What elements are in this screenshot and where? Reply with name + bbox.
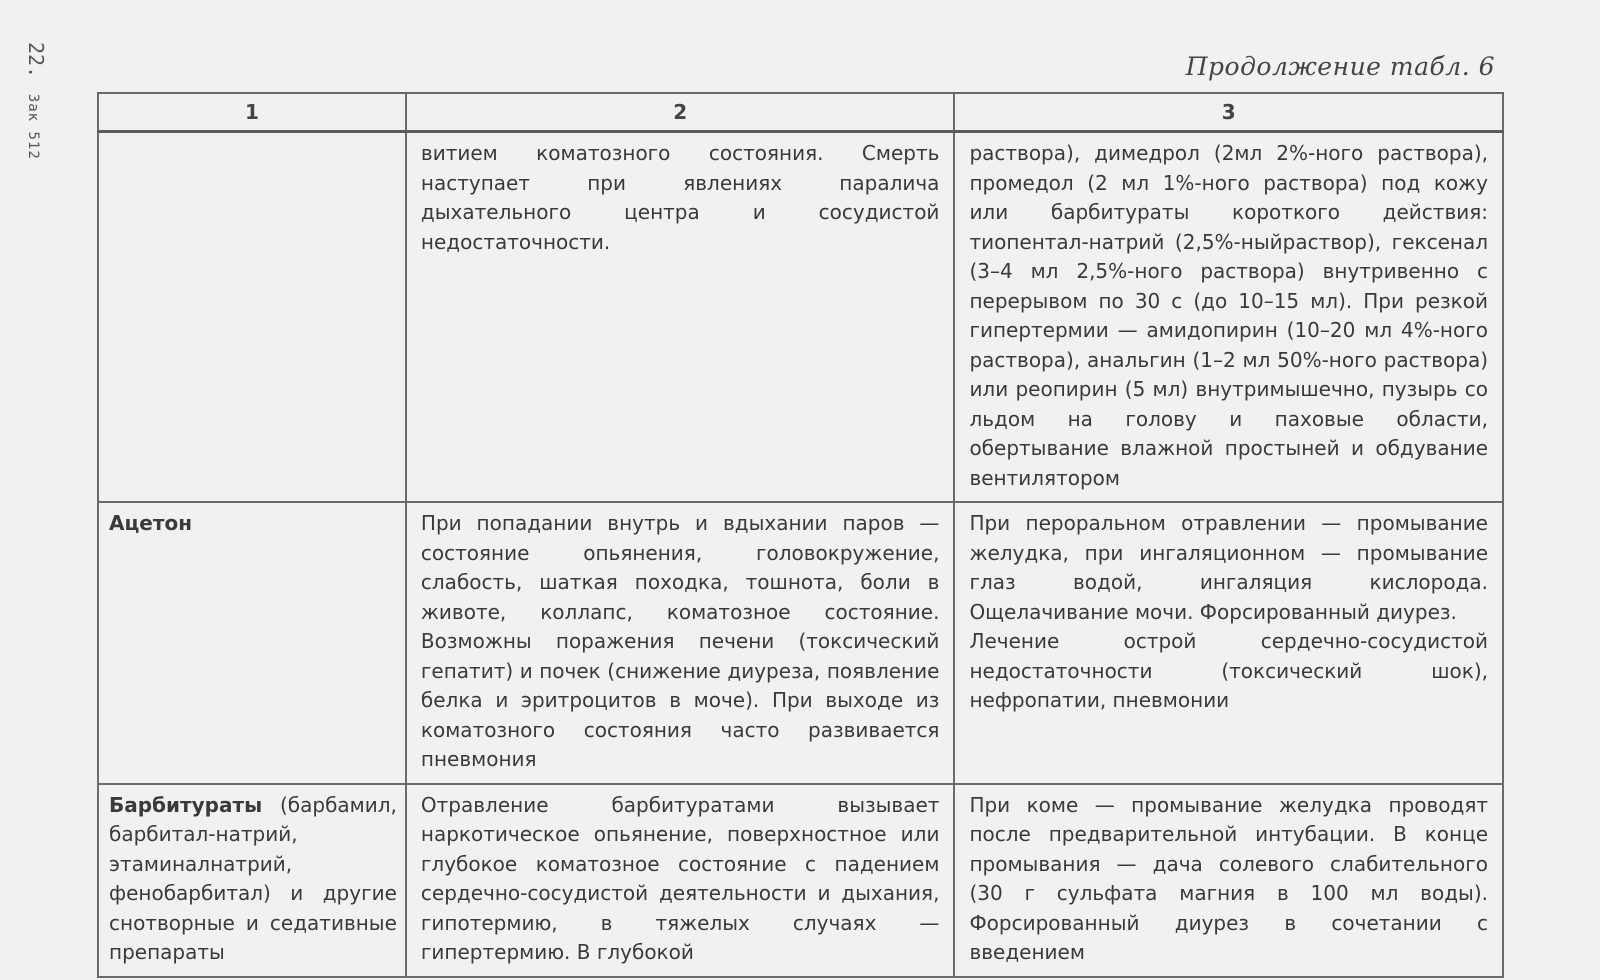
substance-name: Ацетон	[109, 511, 193, 535]
column-header-3: 3	[954, 93, 1503, 132]
symptoms-cell	[406, 502, 955, 784]
treatment-extra-text: Лечение острой сердечно-сосудистой недостаточности (токсический шок), нефропатии, пневмонии	[969, 629, 1488, 712]
substance-cell	[98, 502, 406, 784]
column-header-1: 1	[98, 93, 406, 132]
substance-cell	[98, 784, 406, 977]
header-row	[98, 93, 1503, 132]
treatment-cell	[954, 502, 1503, 784]
poisoning-reference-table	[97, 92, 1504, 978]
table-continuation-caption: Продолжение табл. 6	[1185, 52, 1495, 81]
sheet-number: 22.	[24, 42, 48, 79]
treatment-text: раствора), димедрол (2мл 2%-ного раствора), промедол (2 мл 1%-ного раствора) под кожу или барбитураты короткого действия: тиопентал-натрий (2,5%-ныйраствор), гексенал (3–4 мл 2,5%-ного раствора) внутривенно с перерывом по 30 с (до 10–15 мл). При резкой гипертермии — амидопирин (10–20 мл 4%-ного раствора), анальгин (1–2 мл 50%-ного раствора) или реопирин (5 мл) внутримышечно, пузырь со льдом на голову и паховые области, обертывание влажной простыней и обдувание вентилятором	[969, 141, 1488, 490]
treatment-text: При пероральном отравлении — промывание желудка, при ингаляционном — промывание глаз водой, ингаляция кислорода. Ощелачивание мочи. Форсированный диурез.	[969, 511, 1488, 624]
table-row	[98, 132, 1503, 503]
substance-name: Барбитураты	[109, 792, 263, 817]
print-job-number: Зак 512	[25, 93, 41, 160]
substance-cell	[98, 132, 406, 503]
column-header-2: 2	[406, 93, 955, 132]
symptoms-text: витием коматозного состояния. Смерть наступает при явлениях паралича дыхательного центра и сосудистой недостаточности.	[420, 141, 940, 254]
treatment-cell	[954, 784, 1503, 977]
page-marginalia	[24, 42, 48, 160]
symptoms-cell	[406, 132, 955, 503]
treatment-text: При коме — промывание желудка проводят после предварительной интубации. В конце промывания — дача солевого слабительного (30 г сульфата магния в 100 мл воды). Форсированный диурез в сочетании с введением	[969, 792, 1488, 964]
symptoms-text: При попадании внутрь и вдыхании паров — состояние опьянения, головокружение, слабость, шаткая походка, тошнота, боли в животе, коллапс, коматозное состояние. Возможны поражения печени (токсический гепатит) и почек (снижение диуреза, появление белка и эритроцитов в моче). При выходе из коматозного состояния часто развивается пневмония	[420, 511, 940, 771]
table-row	[98, 784, 1503, 977]
treatment-cell	[954, 132, 1503, 503]
symptoms-text: Отравление барбитуратами вызывает наркотическое опьянение, поверхностное или глубокое коматозное состояние с падением сердечно-сосудистой деятельности и дыхания, гипотермию, в тяжелых случаях — гипертермию. В глубокой	[420, 792, 940, 964]
symptoms-cell	[406, 784, 955, 977]
table-row	[98, 502, 1503, 784]
substance-note: (барбамил, барбитал-натрий, этаминалнатрий, фенобарбитал) и другие снотворные и седативные препараты	[109, 792, 397, 964]
